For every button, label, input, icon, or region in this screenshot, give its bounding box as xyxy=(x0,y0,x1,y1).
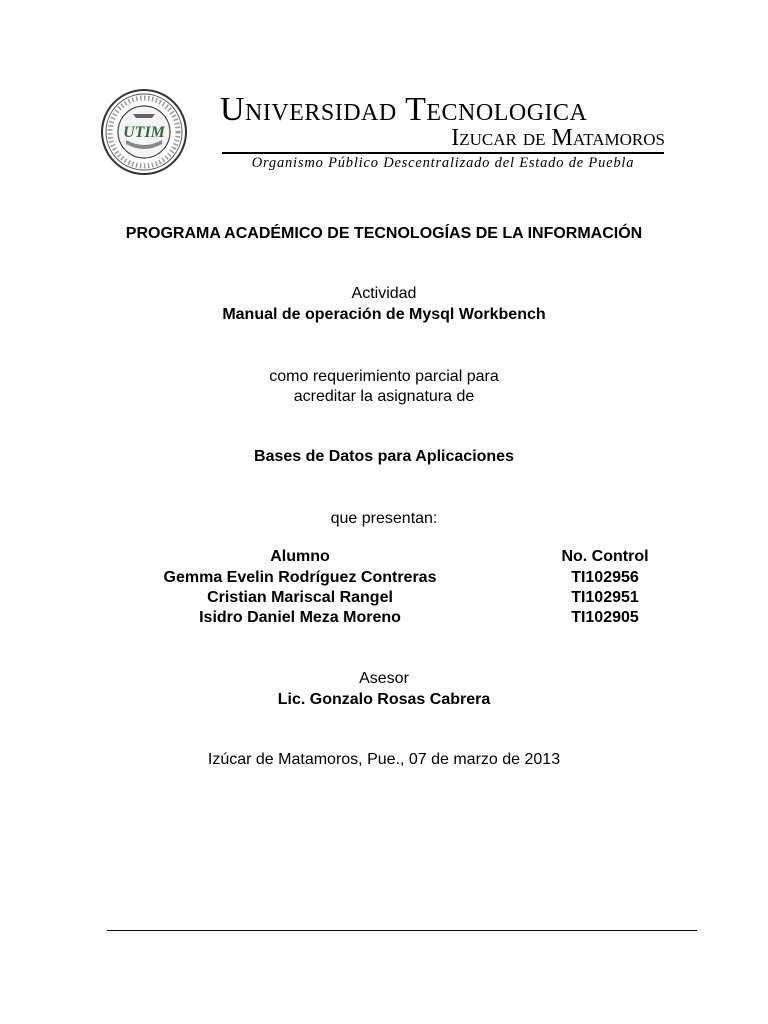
student-name: Cristian Mariscal Rangel xyxy=(207,589,393,606)
student-control: TI102951 xyxy=(571,589,639,606)
advisor-label: Asesor xyxy=(359,670,409,687)
university-campus: Izucar de Matamoros xyxy=(451,125,665,151)
requirement-line-1: como requerimiento parcial para xyxy=(269,368,499,385)
presenters-label: que presentan: xyxy=(330,510,438,527)
student-control: TI102905 xyxy=(571,609,639,626)
university-seal xyxy=(100,88,188,176)
student-control: TI102956 xyxy=(571,569,639,586)
footer-divider xyxy=(107,930,697,931)
activity-title: Manual de operación de Mysql Workbench xyxy=(222,306,546,323)
students-header-name: Alumno xyxy=(270,548,330,565)
university-name: Universidad Tecnologica xyxy=(220,91,588,128)
seal-icon xyxy=(100,88,188,176)
university-subtitle: Organismo Público Descentralizado del Estado de Puebla xyxy=(251,155,635,171)
students-header-control: No. Control xyxy=(561,548,649,565)
subject-name: Bases de Datos para Aplicaciones xyxy=(254,448,514,465)
advisor-name: Lic. Gonzalo Rosas Cabrera xyxy=(277,691,491,708)
activity-label: Actividad xyxy=(351,285,417,302)
seal-logo-text: UTIM xyxy=(123,124,165,141)
requirement-line-2: acreditar la asignatura de xyxy=(293,388,475,405)
student-name: Gemma Evelin Rodríguez Contreras xyxy=(163,569,437,586)
place-date: Izúcar de Matamoros, Pue., 07 de marzo de 2013 xyxy=(207,751,561,768)
program-title: PROGRAMA ACADÉMICO DE TECNOLOGÍAS DE LA INFORMACIÓN xyxy=(125,225,643,242)
student-name: Isidro Daniel Meza Moreno xyxy=(199,609,401,626)
